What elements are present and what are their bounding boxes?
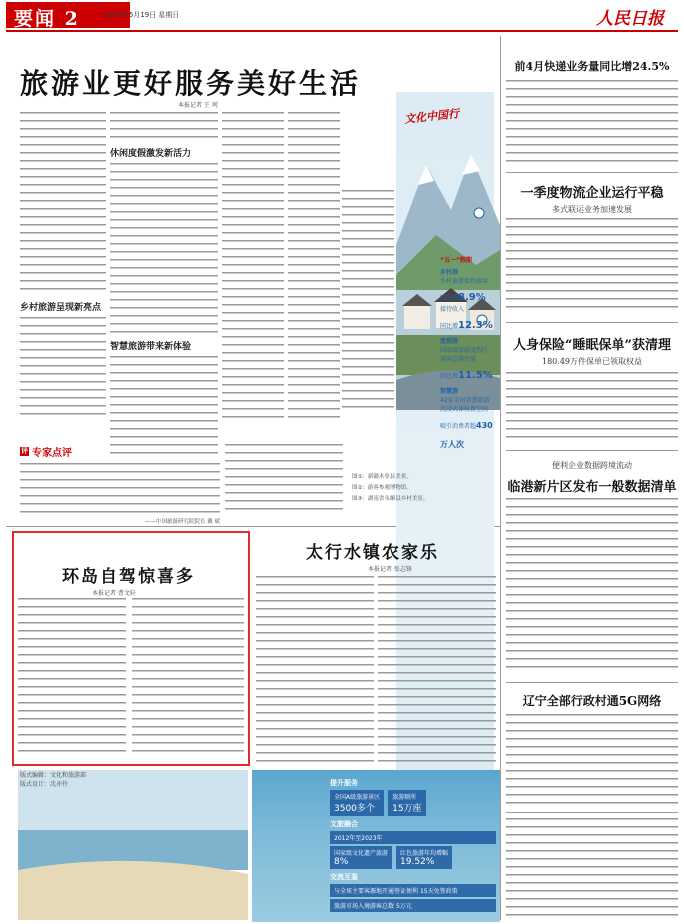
comment-icon: 评 [21,447,28,455]
left-story-col1 [18,598,126,758]
subhead-rural: 乡村旅游呈现新亮点 [20,303,102,313]
right-story5-title: 辽宁全部行政村通5G网络 [522,694,662,708]
main-story-col2 [110,112,218,442]
middle-story-col2 [378,576,496,766]
info-box-toilet: 旅游厕所 15万座 [388,790,425,816]
bottom-left-photo [18,770,248,920]
main-story-col1 [20,112,106,412]
section-label: 要闻 2 [6,2,130,28]
info-box-period: 2012年至2023年 [330,831,496,844]
main-story-col5 [342,190,394,420]
right-divider-1 [506,172,678,173]
middle-story-byline: 本报记者 张志锋 [368,566,412,573]
designer-credit: 版式设计：沈亦伶 [20,781,69,788]
right-story5-body [506,714,678,810]
photo-captions [352,472,492,502]
main-story-col3 [222,112,284,442]
left-story-title: 环岛自驾惊喜多 [62,567,195,587]
stat-rural-label: 乡村游 [440,269,459,276]
stat-smart-text2: 沉浸式体验新空间 [440,406,489,413]
feature-label: 文化中国行 [403,107,460,126]
info-box-scenic: 全国A级旅游景区 3500多个 [330,790,384,816]
newspaper-logo: 人民日报 [596,9,664,29]
info-label-culture: 文旅融合 [330,820,358,828]
subhead-leisure: 休闲度假激发新活力 [110,149,192,159]
stat-resort-text3: 同比增 [440,373,459,380]
middle-story-col1 [256,576,374,766]
stat-rural-text2: 同比增 [440,295,459,302]
stat-rural-text4: 同比增 [440,323,459,330]
subhead-smart: 智慧旅游带来新体验 [110,342,192,352]
caption-3: 图③：湖南省永顺县乡村美景。 [352,496,429,502]
stat-resort-value: 11.5% [458,370,493,381]
info-box-inbound: 旅游市场入境游客总数 5万元 [330,899,496,912]
info-box-visa: 与全球主要客源地开通签证便利 15天免签政策 [330,884,496,897]
infographic-content [330,778,496,912]
editor-credit: 版式编辑：文化和旅游部 [20,772,87,779]
right-story4-title: 临港新片区发布一般数据清单 [507,480,677,495]
right-story2-subtitle: 多式联运业务加速发展 [552,205,632,214]
info-label-service: 提升服务 [330,779,358,787]
left-story-byline: 本报记者 曹文轩 [92,590,136,597]
issue-date: 2024年5月19日 星期日 [104,11,180,19]
caption-2: 图②：游客参观博物馆。 [352,485,412,491]
stats-panel [440,255,498,450]
info-box-red-tourism: 红色旅游年均增幅 19.52% [396,846,452,869]
middle-story-title: 太行水镇农家乐 [306,543,439,563]
right-divider-4 [506,682,678,683]
right-story2-body [506,218,678,318]
right-divider-3 [506,450,678,451]
stat-rural-text3: 接待收入 [440,306,465,313]
right-story3-body [506,372,678,446]
right-story4-body [506,498,678,678]
info-label-exchange: 交流互鉴 [330,873,358,881]
expert-comment [20,444,220,525]
stat-rural-value2: 12.3% [458,320,493,331]
stat-smart-text3: 吸引消费者超 [440,423,477,430]
stat-resort-text1: 国家级旅游度假区 [440,347,489,354]
right-story1-body [506,80,678,170]
left-story-col2 [132,598,244,758]
stat-resort-label: 度假游 [440,338,459,345]
expert-author: ——中国旅游研究院院长 戴 斌 [145,519,220,525]
main-headline: 旅游业更好服务美好生活 [20,67,362,100]
info-box-heritage: 国家级文化遗产旅游 8% [330,846,392,869]
right-story2-title: 一季度物流企业运行平稳 [520,186,664,201]
right-story4-pretitle: 便利企业数据跨境流动 [552,461,632,470]
expert-title: 专家点评 [32,448,72,459]
right-story1-title: 前4月快递业务量同比增24.5% [514,60,670,73]
right-story3-title: 人身保险“睡眠保单”获清理 [513,338,671,353]
stat-smart-value: 430万人次 [440,421,493,449]
column-divider [500,36,501,920]
stat-smart-text1: 42家全国智慧旅游 [440,397,490,404]
right-story3-subtitle: 180.49万件保单已领取权益 [542,357,642,366]
stat-holiday-label: “五一”假期 [440,257,472,264]
masthead-rule [6,30,678,32]
stat-rural-value: 8.9% [458,292,486,303]
main-story-col4 [288,112,340,442]
right-story6-body [506,818,678,918]
coast-photo [18,770,248,920]
right-divider-5 [506,812,678,813]
caption-1: 图①：新疆木垒县美景。 [352,474,412,480]
stat-smart-label: 智慧游 [440,388,459,395]
stat-resort-text2: 游客总接待量 [440,356,477,363]
right-divider-2 [506,322,678,323]
main-byline: 本报记者 王 珂 [178,102,218,109]
main-story-tail [225,444,343,514]
stat-rural-text1: 乡村旅游接待游客 [440,278,489,285]
